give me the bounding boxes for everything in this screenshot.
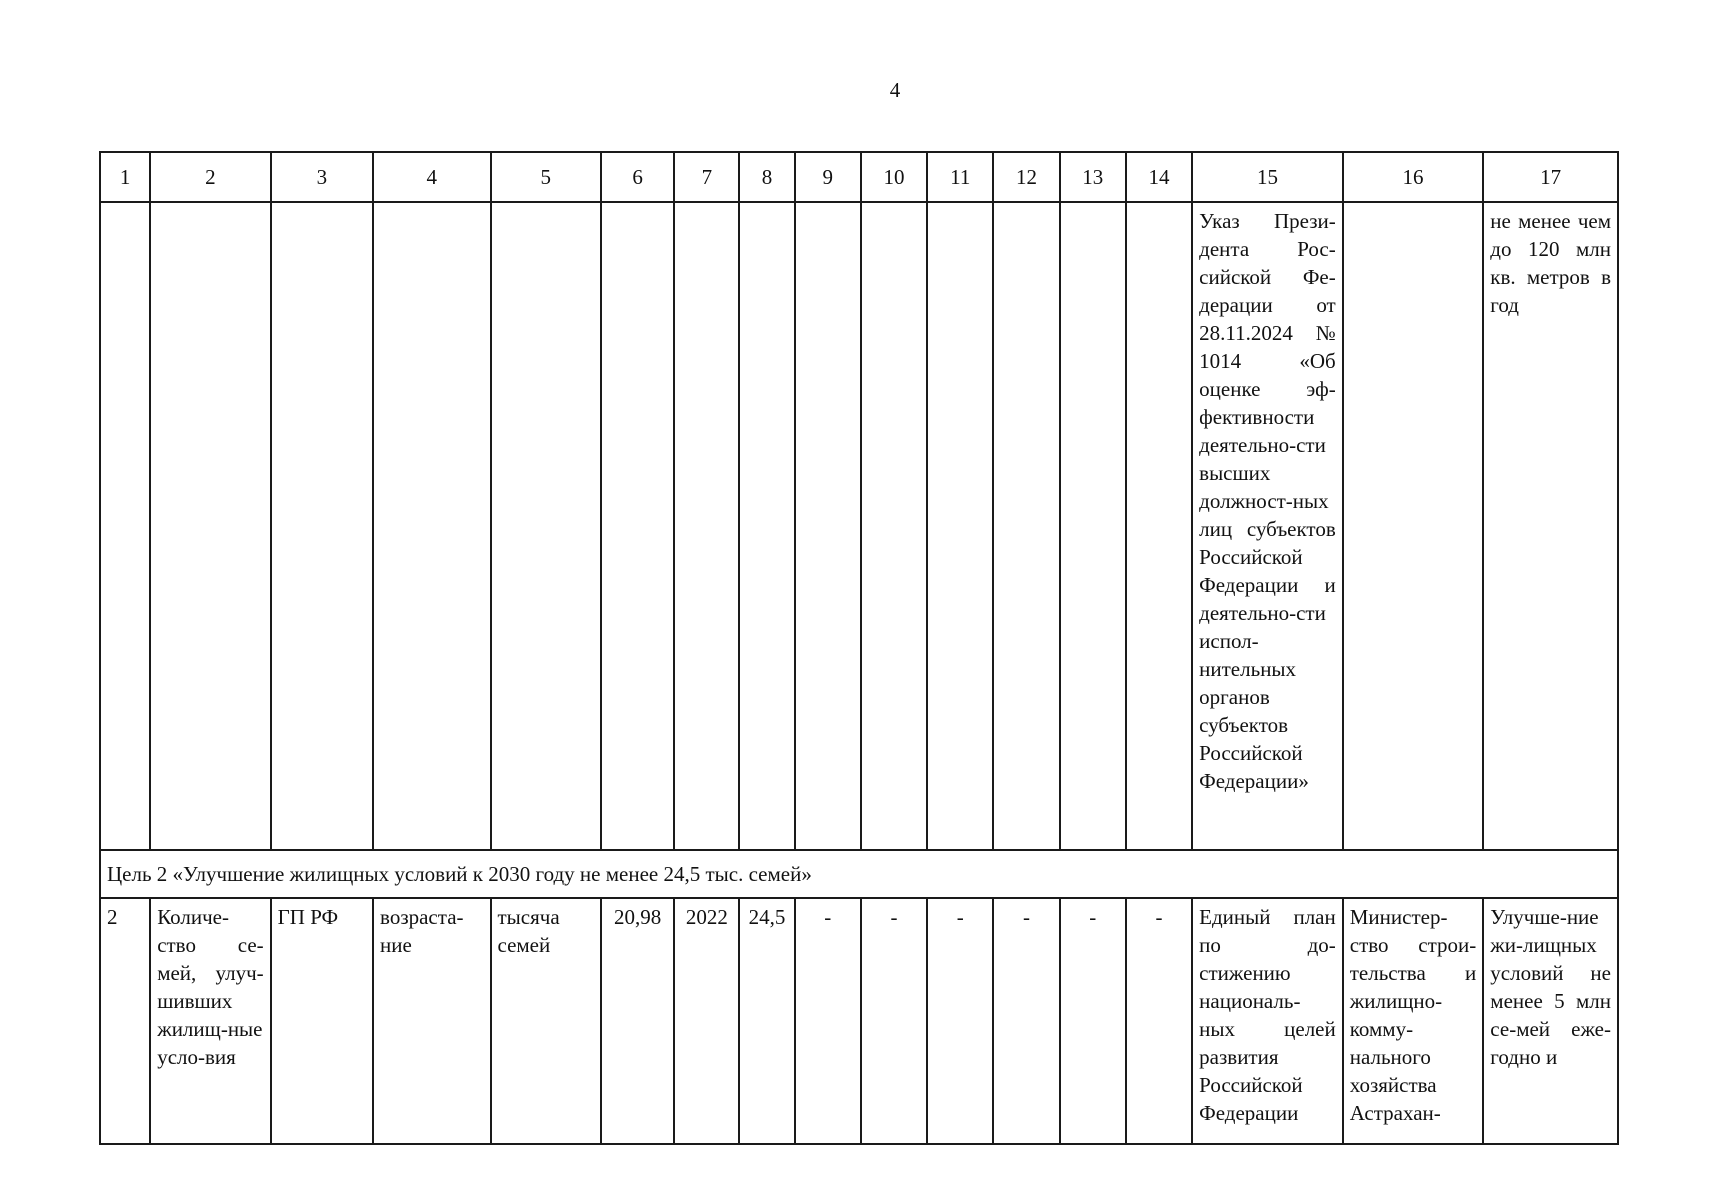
cell-indicator-name: Количе-ство се-мей, улуч-шивших жилищ-ные усло-вия — [150, 898, 270, 1144]
col-header-1: 1 — [100, 152, 150, 202]
cell-empty — [150, 202, 270, 850]
goal-row — [100, 850, 1618, 898]
indicators-table — [99, 151, 1619, 1145]
cell-empty — [861, 202, 927, 850]
col-header-5: 5 — [491, 152, 601, 202]
cell-empty — [491, 202, 601, 850]
cell-empty — [1126, 202, 1192, 850]
cell-empty — [795, 202, 861, 850]
col-header-7: 7 — [674, 152, 739, 202]
col-header-4: 4 — [373, 152, 490, 202]
col-header-11: 11 — [927, 152, 993, 202]
col-header-13: 13 — [1060, 152, 1126, 202]
cell-dash: - — [1060, 898, 1126, 1144]
cell-empty — [739, 202, 794, 850]
cell-empty — [1343, 202, 1484, 850]
cell-dash: - — [795, 898, 861, 1144]
col-header-16: 16 — [1343, 152, 1484, 202]
cell-trend: возраста-ние — [373, 898, 490, 1144]
col-header-10: 10 — [861, 152, 927, 202]
cell-target-value: не менее чем до 120 млн кв. метров в год — [1483, 202, 1618, 850]
cell-dash: - — [927, 898, 993, 1144]
goal-2-title: Цель 2 «Улучшение жилищных условий к 2030 году не менее 24,5 тыс. семей» — [100, 850, 1618, 898]
col-header-15: 15 — [1192, 152, 1343, 202]
cell-row-number: 2 — [100, 898, 150, 1144]
cell-empty — [601, 202, 674, 850]
cell-level: ГП РФ — [271, 898, 373, 1144]
table-row — [100, 202, 1618, 850]
cell-legal-basis: Единый план по до-стижению националь-ных целей развития Российской Федерации — [1192, 898, 1343, 1144]
cell-empty — [100, 202, 150, 850]
col-header-14: 14 — [1126, 152, 1192, 202]
col-header-8: 8 — [739, 152, 794, 202]
col-header-2: 2 — [150, 152, 270, 202]
col-header-9: 9 — [795, 152, 861, 202]
cell-value: 24,5 — [739, 898, 794, 1144]
cell-empty — [271, 202, 373, 850]
cell-dash: - — [993, 898, 1059, 1144]
col-header-3: 3 — [271, 152, 373, 202]
col-header-17: 17 — [1483, 152, 1618, 202]
cell-dash: - — [861, 898, 927, 1144]
cell-empty — [674, 202, 739, 850]
cell-empty — [993, 202, 1059, 850]
cell-unit: тысяча семей — [491, 898, 601, 1144]
cell-base-value: 20,98 — [601, 898, 674, 1144]
cell-responsible: Министер-ство строи-тельства и жилищно-комму-нального хозяйства Астрахан- — [1343, 898, 1484, 1144]
table-row — [100, 898, 1618, 1144]
cell-target-value: Улучше-ние жи-лищных условий не менее 5 млн се-мей еже-годно и — [1483, 898, 1618, 1144]
page-number: 4 — [889, 78, 901, 102]
cell-base-year: 2022 — [674, 898, 739, 1144]
cell-dash: - — [1126, 898, 1192, 1144]
col-header-6: 6 — [601, 152, 674, 202]
col-header-12: 12 — [993, 152, 1059, 202]
cell-legal-basis: Указ Прези-дента Рос-сийской Фе-дерации от 28.11.2024 № 1014 «Об оценке эф-фективности деятельно-сти высших должност-ных лиц субъектов Российской Федерации и деятельно-сти испол-нительных органов субъектов Российской Федерации» — [1192, 202, 1343, 850]
cell-empty — [373, 202, 490, 850]
column-numbers-row — [100, 152, 1618, 202]
cell-empty — [927, 202, 993, 850]
cell-empty — [1060, 202, 1126, 850]
